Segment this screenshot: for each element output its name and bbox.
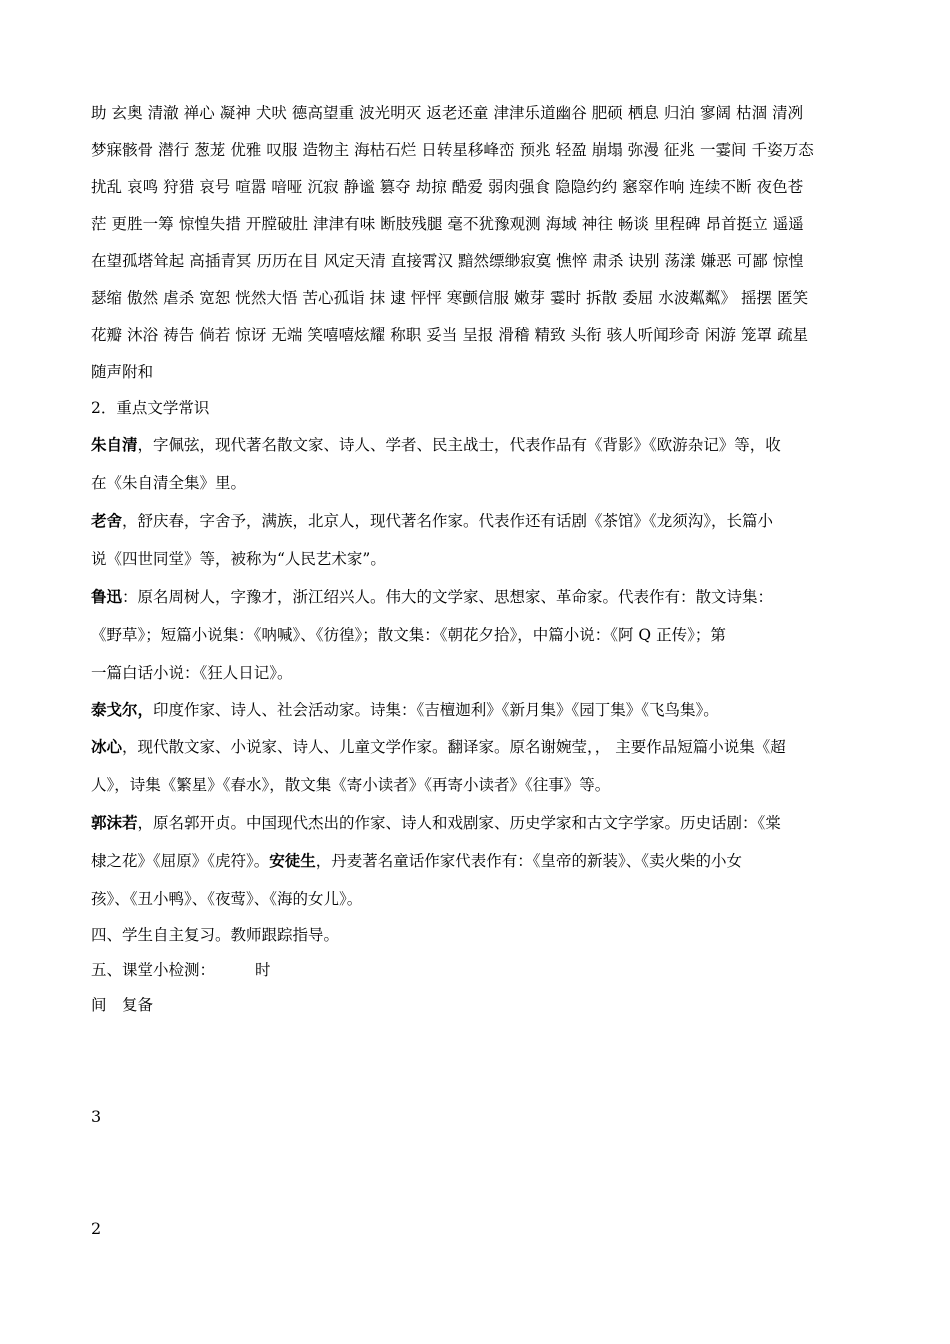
step-five — [91, 953, 861, 988]
vocab-line: 随声附和 — [91, 363, 154, 381]
author-lu-xun — [91, 578, 861, 692]
author-tagore — [91, 692, 861, 728]
vocab-line: 瑟缩 傲然 虐杀 宽恕 恍然大悟 苦心孤诣 抹 逮 怦怦 寒颤信服 嫩芽 霎时 拆散 委屈 水波粼粼》 摇摆 匿笑 — [91, 289, 809, 307]
author-zhu-ziqing — [91, 426, 861, 502]
vocab-line: 助 玄奥 清澈 禅心 凝神 犬吠 德高望重 波光明灭 返老还童 津津乐道幽谷 肥硕 栖息 归泊 寥阔 枯涸 清冽 — [91, 104, 804, 122]
step-six: 间 复备 — [91, 996, 154, 1014]
author-name: 郭沫若 — [91, 813, 138, 832]
author-text: 棣之花》《屈原》《虎符》。 — [91, 852, 270, 870]
vocab-line: 在望孤塔耸起 高插青冥 历历在目 风定天清 直接霄汉 黯然缥缈寂寞 憔悴 肃杀 诀别 荡漾 嫌恶 可鄙 惊惶 — [91, 252, 804, 270]
author-text: 《野草》；短篇小说集：《呐喊》、《彷徨》；散文集：《朝花夕拾》，中篇小说：《阿 Q 正传》；第 — [91, 626, 726, 644]
document-body — [91, 95, 861, 1023]
step-five-text: 五、课堂小检测： — [91, 961, 216, 979]
author-guo-moruo — [91, 804, 861, 918]
author-text: ：原名周树人，字豫才，浙江绍兴人。伟大的文学家、思想家、革命家。代表作有：散文诗集： — [122, 588, 774, 606]
author-name: 冰心 — [91, 737, 123, 756]
author-bing-xin — [91, 728, 861, 804]
author-text: ，丹麦著名童话作家代表作有：《皇帝的新装》、《卖火柴的小女 — [315, 852, 743, 870]
author-text: ，现代散文家、小说家、诗人、儿童文学作家。翻译家。原名谢婉莹，， 主要作品短篇小说集《超 — [122, 738, 786, 756]
author-text: 孩》、《丑小鸭》、《夜莺》、《海的女儿》。 — [91, 890, 363, 908]
page-number: 2 — [91, 1219, 102, 1238]
author-lao-she — [91, 502, 861, 578]
vocab-line: 花瓣 沐浴 祷告 倘若 惊讶 无端 笑嘻嘻炫耀 称职 妥当 呈报 滑稽 精致 头衔 骇人听闻珍奇 闲游 笼罩 疏星 — [91, 326, 809, 344]
author-text: ，舒庆春，字舍予，满族，北京人，现代著名作家。代表作还有话剧《茶馆》《龙须沟》，长篇小 — [122, 512, 774, 530]
author-text: ，字佩弦，现代著名散文家、诗人、学者、民主战士，代表作品有《背影》《欧游杂记》等，收 — [137, 436, 781, 454]
page-number: 3 — [91, 1107, 102, 1126]
author-text: 印度作家、诗人、社会活动家。诗集：《吉檀迦利》《新月集》《园丁集》《飞鸟集》。 — [153, 701, 719, 719]
author-name: 朱自清 — [91, 435, 138, 454]
author-text: 在《朱自清全集》里。 — [91, 474, 247, 492]
step-five-time: 时 — [255, 961, 271, 979]
vocab-line: 茫 更胜一筹 惊惶失措 开膛破肚 津津有味 断肢残腿 毫不犹豫观测 海域 神往 畅谈 里程碑 昂首挺立 遥遥 — [91, 215, 804, 233]
vocab-line: 扰乱 哀鸣 狩猎 哀号 喧嚣 喑哑 沉寂 静谧 篡夺 劫掠 酷爱 弱肉强食 隐隐约约 窸窣作响 连续不断 夜色苍 — [91, 178, 804, 196]
vocab-line: 梦寐骸骨 潜行 葱茏 优雅 叹服 造物主 海枯石烂 日转星移峰峦 预兆 轻盈 崩塌 弥漫 征兆 一霎间 千姿万态 — [91, 141, 814, 159]
author-name: 老舍 — [91, 511, 123, 530]
author-text: 一篇白话小说：《狂人日记》。 — [91, 664, 293, 682]
step-four: 四、学生自主复习。教师跟踪指导。 — [91, 926, 340, 944]
author-name: 鲁迅 — [91, 587, 123, 606]
author-name: 泰戈尔， — [91, 700, 154, 719]
vocabulary-block — [91, 95, 861, 391]
author-text: 说《四世同堂》等，被称为“人民艺术家”。 — [91, 550, 386, 568]
author-text: 人》，诗集《繁星》《春水》，散文集《寄小读者》《再寄小读者》《往事》等。 — [91, 776, 611, 794]
author-name: 安徒生 — [269, 851, 316, 870]
author-text: ，原名郭开贞。中国现代杰出的作家、诗人和戏剧家、历史学家和古文字学家。历史话剧：《棠 — [137, 814, 781, 832]
section-heading: 2．重点文学常识 — [91, 399, 210, 417]
